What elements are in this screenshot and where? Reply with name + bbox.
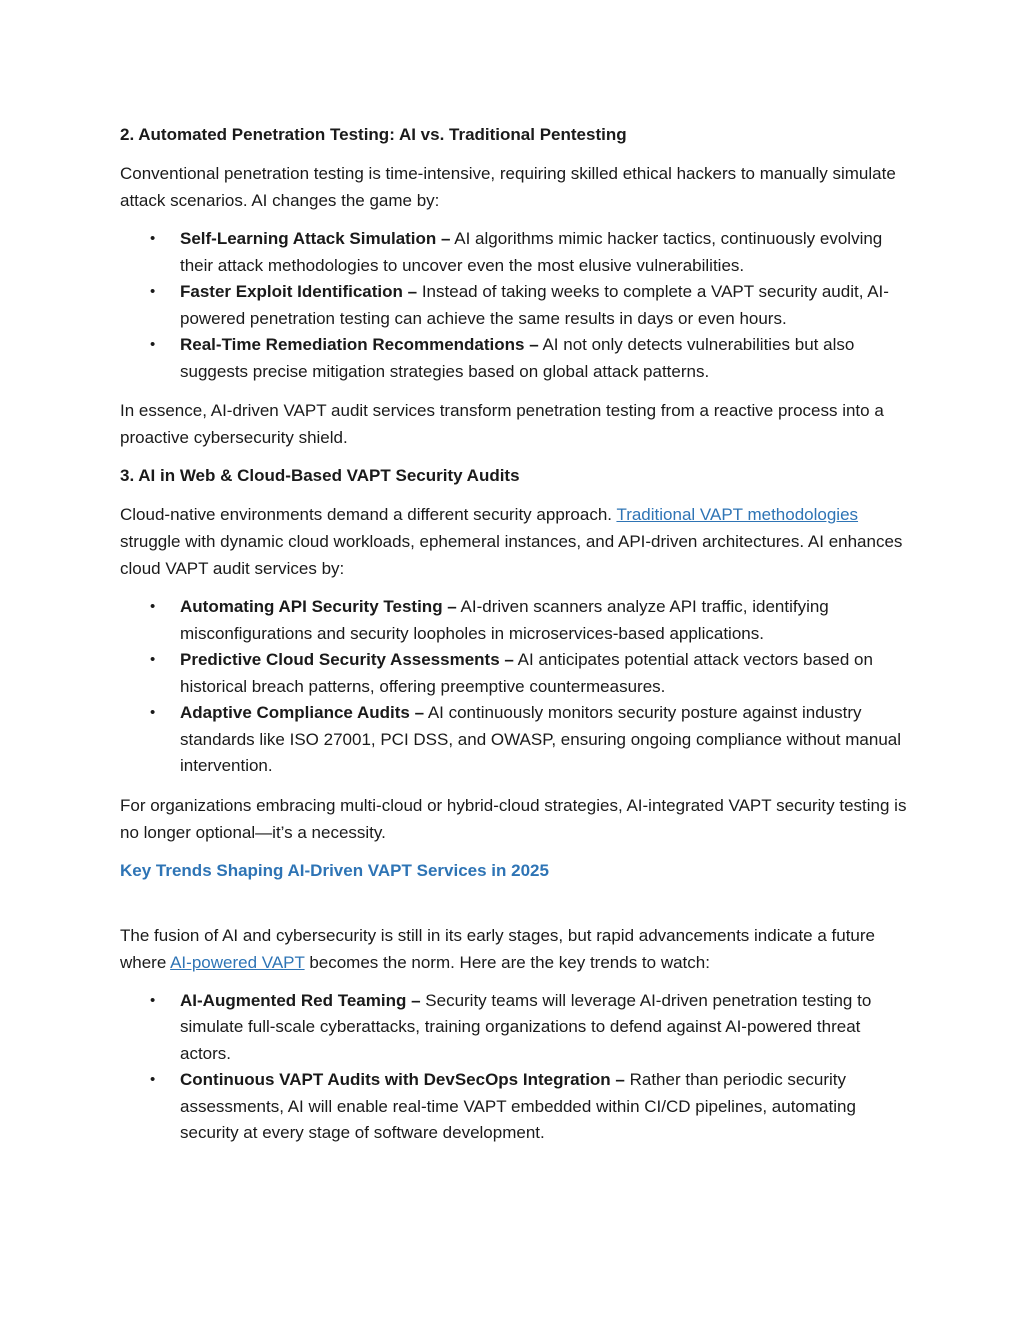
bullet-term: Automating API Security Testing – — [180, 597, 457, 616]
section-2-conclusion: In essence, AI-driven VAPT audit services transform penetration testing from a reactive process into a proactive cybersecurity shield. — [120, 401, 884, 447]
section-2-heading: 2. Automated Penetration Testing: AI vs. Traditional Pentesting — [120, 125, 627, 144]
trends-heading: Key Trends Shaping AI-Driven VAPT Services in 2025 — [120, 860, 549, 880]
section-3-bullet-list — [120, 594, 914, 780]
list-item — [150, 988, 914, 1068]
intro-text-before-link: The fusion of AI and cybersecurity is still in its early stages, but rapid advancements indicate a future where — [120, 925, 875, 972]
trends-intro — [120, 922, 914, 976]
bullet-icon: • — [150, 230, 156, 247]
bullet-text: AI-driven scanners analyze API traffic, identifying misconfigurations and security loopholes in microservices-based applications. — [180, 597, 829, 643]
list-item — [150, 700, 914, 780]
list-item — [150, 594, 914, 647]
bullet-icon: • — [150, 991, 156, 1009]
bullet-icon: • — [150, 1071, 156, 1088]
bullet-term: Real-Time Remediation Recommendations – — [180, 335, 539, 354]
bullet-term: Continuous VAPT Audits with DevSecOps Integration – — [180, 1070, 625, 1089]
bullet-icon: • — [150, 704, 156, 721]
section-3-conclusion: For organizations embracing multi-cloud or hybrid-cloud strategies, AI-integrated VAPT security testing is no longer optional—it’s a necessity. — [120, 795, 907, 842]
bullet-term: Self-Learning Attack Simulation – — [180, 229, 451, 248]
section-2-intro: Conventional penetration testing is time-intensive, requiring skilled ethical hackers to manually simulate attack scenarios. AI changes the game by: — [120, 164, 896, 210]
trends-bullet-list — [120, 988, 914, 1147]
section-3-heading: 3. AI in Web & Cloud-Based VAPT Security Audits — [120, 466, 520, 485]
section-2-bullet-list — [120, 226, 914, 385]
bullet-term: AI-Augmented Red Teaming – — [180, 990, 421, 1010]
bullet-text: Security teams will leverage AI-driven penetration testing to simulate full-scale cyberattacks, training organizations to defend against AI-powered threat actors. — [180, 990, 872, 1063]
intro-text-before-link: Cloud-native environments demand a different security approach. — [120, 505, 617, 524]
bullet-icon: • — [150, 651, 156, 668]
bullet-term: Faster Exploit Identification – — [180, 282, 418, 301]
section-3-intro — [120, 501, 914, 582]
list-item — [150, 332, 914, 385]
list-item — [150, 647, 914, 700]
list-item — [150, 226, 914, 279]
traditional-vapt-link[interactable]: Traditional VAPT methodologies — [616, 505, 859, 524]
list-item — [150, 279, 914, 332]
bullet-icon: • — [150, 283, 156, 300]
bullet-text: Instead of taking weeks to complete a VAPT security audit, AI-powered penetration testing can achieve the same results in days or even hours. — [180, 282, 889, 328]
bullet-term: Adaptive Compliance Audits – — [180, 703, 425, 722]
intro-text-after-link: struggle with dynamic cloud workloads, ephemeral instances, and API-driven architectures. AI enhances cloud VAPT audit services by: — [120, 532, 903, 578]
intro-text-after-link: becomes the norm. Here are the key trends to watch: — [304, 952, 710, 972]
bullet-text: AI continuously monitors security posture against industry standards like ISO 27001, PCI DSS, and OWASP, ensuring ongoing compliance without manual intervention. — [180, 703, 902, 775]
bullet-icon: • — [150, 336, 156, 353]
bullet-text: AI algorithms mimic hacker tactics, continuously evolving their attack methodologies to uncover even the most elusive vulnerabilities. — [180, 229, 883, 275]
bullet-text: Rather than periodic security assessments, AI will enable real-time VAPT embedded within CI/CD pipelines, automating security at every stage of software development. — [180, 1070, 856, 1142]
list-item — [150, 1067, 914, 1147]
bullet-text: AI anticipates potential attack vectors based on historical breach patterns, offering preemptive countermeasures. — [180, 650, 873, 696]
ai-powered-vapt-link[interactable]: AI-powered VAPT — [170, 952, 305, 972]
bullet-text: AI not only detects vulnerabilities but also suggests precise mitigation strategies based on global attack patterns. — [180, 335, 855, 381]
bullet-term: Predictive Cloud Security Assessments – — [180, 650, 514, 669]
bullet-icon: • — [150, 598, 156, 615]
